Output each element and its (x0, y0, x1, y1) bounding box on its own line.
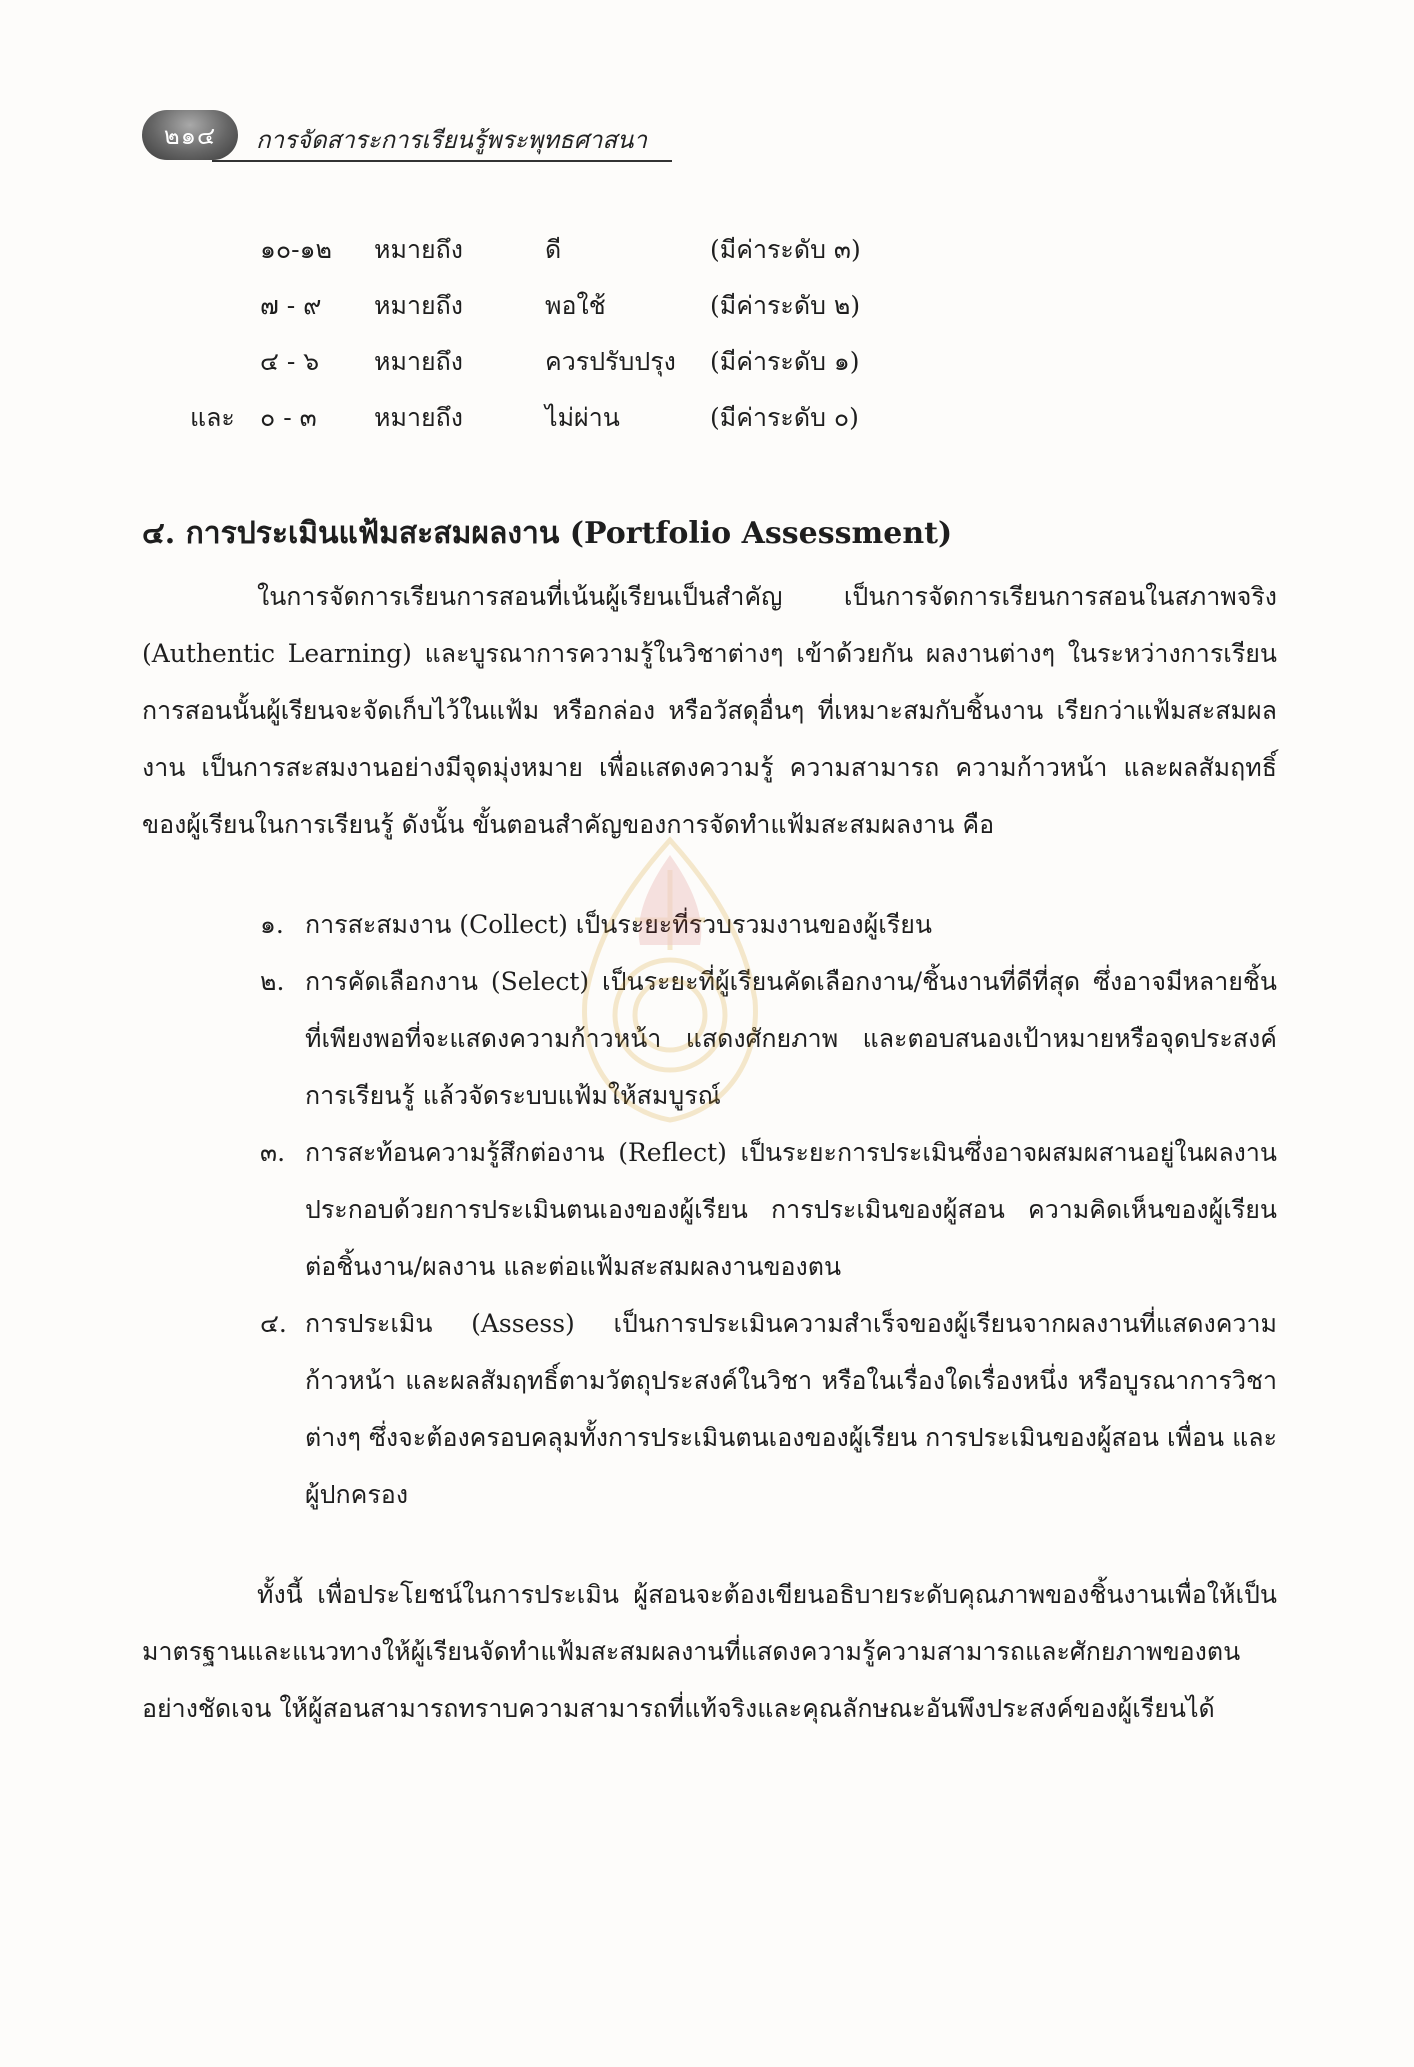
list-item (260, 1295, 1277, 1523)
running-title: การจัดสาระการเรียนรู้พระพุทธศาสนา (256, 126, 647, 154)
list-item (260, 1124, 1277, 1295)
step-number: ๓. (260, 1138, 286, 1167)
list-item (260, 896, 1277, 953)
grade-value: (มีค่าระดับ ๒) (710, 291, 861, 320)
steps-list (260, 896, 1277, 1523)
grade-means: หมายถึง (374, 403, 463, 432)
step-text: การคัดเลือกงาน (Select) เป็นระยะที่ผู้เรียนคัดเลือกงาน/ชิ้นงานที่ดีที่สุด ซึ่งอาจมีหลายชิ้นที่เพียงพอที่จะแสดงความก้าวหน้า แสดงศักยภาพ และตอบสนองเป้าหมายหรือจุดประสงค์การเรียนรู้ แล้วจัดระบบแฟ้มให้สมบูรณ์ (305, 967, 1277, 1110)
page-header (142, 110, 672, 166)
intro-paragraph: ในการจัดการเรียนการสอนที่เน้นผู้เรียนเป็นสำคัญ เป็นการจัดการเรียนการสอนในสภาพจริง (Authentic Learning) และบูรณาการความรู้ในวิชาต่างๆ เข้าด้วยกัน ผลงานต่างๆ ในระหว่างการเรียนการสอนนั้นผู้เรียนจะจัดเก็บไว้ในแฟ้ม หรือกล่อง หรือวัสดุอื่นๆ ที่เหมาะสมกับชิ้นงาน เรียกว่าแฟ้มสะสมผลงาน เป็นการสะสมงานอย่างมีจุดมุ่งหมาย เพื่อแสดงความรู้ ความสามารถ ความก้าวหน้า และผลสัมฤทธิ์ของผู้เรียนในการเรียนรู้ ดังนั้น ขั้นตอนสำคัญของการจัดทำแฟ้มสะสมผลงาน คือ (142, 582, 1277, 839)
grade-level: ไม่ผ่าน (545, 403, 620, 432)
grade-range: ๑๐-๑๒ (260, 235, 332, 264)
grade-means: หมายถึง (374, 291, 463, 320)
page-number-badge: ๒๑๔ (142, 110, 238, 160)
section-heading: ๔. การประเมินแฟ้มสะสมผลงาน (Portfolio Assessment) (142, 516, 953, 551)
grade-prefix: และ (190, 403, 235, 432)
step-text: การสะสมงาน (Collect) เป็นระยะที่รวบรวมงานของผู้เรียน (305, 910, 932, 939)
closing-paragraph-block (142, 1566, 1277, 1737)
step-number: ๑. (260, 910, 284, 939)
step-number: ๒. (260, 967, 285, 996)
grade-level: ควรปรับปรุง (545, 347, 676, 376)
grade-value: (มีค่าระดับ ๐) (710, 403, 859, 432)
header-rule (212, 160, 672, 162)
list-item (260, 953, 1277, 1124)
grade-range: ๐ - ๓ (260, 403, 317, 432)
grade-level: ดี (545, 235, 562, 264)
grade-means: หมายถึง (374, 235, 463, 264)
intro-paragraph-block (142, 568, 1277, 853)
grade-range: ๗ - ๙ (260, 291, 322, 320)
grade-value: (มีค่าระดับ ๑) (710, 347, 860, 376)
step-text: การประเมิน (Assess) เป็นการประเมินความสำเร็จของผู้เรียนจากผลงานที่แสดงความก้าวหน้า และผลสัมฤทธิ์ตามวัตถุประสงค์ในวิชา หรือในเรื่องใดเรื่องหนึ่ง หรือบูรณาการวิชาต่างๆ ซึ่งจะต้องครอบคลุมทั้งการประเมินตนเองของผู้เรียน การประเมินของผู้สอน เพื่อน และผู้ปกครอง (305, 1309, 1277, 1509)
grade-means: หมายถึง (374, 347, 463, 376)
grade-level: พอใช้ (545, 291, 606, 320)
closing-paragraph: ทั้งนี้ เพื่อประโยชน์ในการประเมิน ผู้สอนจะต้องเขียนอธิบายระดับคุณภาพของชิ้นงานเพื่อให้เป็นมาตรฐานและแนวทางให้ผู้เรียนจัดทำแฟ้มสะสมผลงานที่แสดงความรู้ความสามารถและศักยภาพของตนอย่างชัดเจน ให้ผู้สอนสามารถทราบความสามารถที่แท้จริงและคุณลักษณะอันพึงประสงค์ของผู้เรียนได้ (142, 1580, 1277, 1723)
step-text: การสะท้อนความรู้สึกต่องาน (Reflect) เป็นระยะการประเมินซึ่งอาจผสมผสานอยู่ในผลงาน ประกอบด้วยการประเมินตนเองของผู้เรียน การประเมินของผู้สอน ความคิดเห็นของผู้เรียนต่อชิ้นงาน/ผลงาน และต่อแฟ้มสะสมผลงานของตน (305, 1138, 1277, 1281)
step-number: ๔. (260, 1309, 287, 1338)
grade-range: ๔ - ๖ (260, 347, 320, 376)
grade-value: (มีค่าระดับ ๓) (710, 235, 861, 264)
